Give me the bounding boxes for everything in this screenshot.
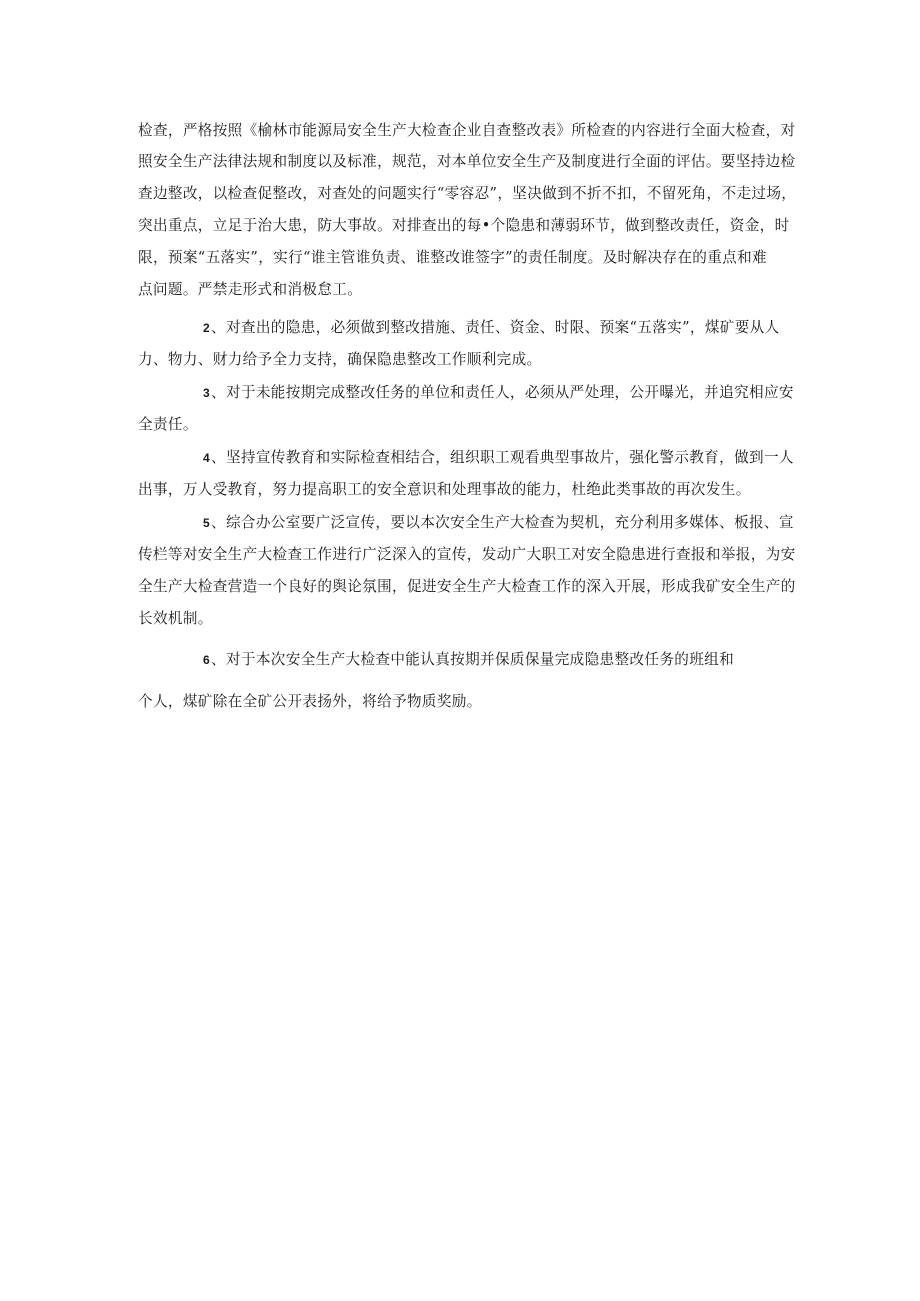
intro-line: 突出重点，立足于治大患，防大事故。对排查出的每•个隐患和薄弱环节，做到整改责任，资金，时 [138, 217, 790, 234]
intro-line: 照安全生产法律法规和制度以及标准，规范，对本单位安全生产及制度进行全面的评估。要坚持边检 [138, 153, 796, 170]
item-number: 3 [203, 386, 211, 400]
item-4-line: 出事，万人受教育，努力提高职工的安全意识和处理事故的能力，杜绝此类事故的再次发生。 [138, 481, 751, 498]
item-4-first-line [203, 443, 794, 473]
item-3-first-line [203, 378, 794, 408]
item-number: 2 [203, 321, 211, 335]
item-3-line: 全责任。 [138, 416, 198, 433]
intro-line: 限，预案“五落实”，实行“谁主管谁负责、谁整改谁签字”的责任制度。及时解决存在的重点和难 [138, 249, 767, 266]
item-text: 、对于未能按期完成整改任务的单位和责任人，必须从严处理，公开曝光，并追究相应安 [211, 384, 794, 401]
item-text: 、综合办公室要广泛宣传，要以本次安全生产大检查为契机，充分利用多媒体、板报、宣 [211, 514, 794, 531]
item-number: 6 [203, 653, 211, 667]
item-text: 、坚持宣传教育和实际检查相结合，组织职工观看典型事故片，强化警示教育，做到一人 [211, 449, 794, 466]
intro-line: 点问题。严禁走形式和消极怠工。 [138, 281, 363, 298]
item-5-first-line [203, 508, 794, 538]
intro-line: 查边整改，以检查促整改，对查处的问题实行“零容忍”，坚决做到不折不扣，不留死角，不走过场， [138, 185, 797, 202]
item-2-first-line [203, 313, 780, 343]
item-number: 5 [203, 516, 211, 530]
item-5-line: 传栏等对安全生产大检查工作进行广泛深入的宣传，发动广大职工对安全隐患进行查报和举报，为安 [138, 546, 796, 563]
item-number: 4 [203, 451, 211, 465]
item-text: 、对查出的隐患，必须做到整改措施、责任、资金、时限、预案“五落实”，煤矿要从人 [211, 319, 780, 336]
item-2-line: 力、物力、财力给予全力支持，确保隐患整改工作顺利完成。 [138, 351, 542, 368]
item-6-line: 个人，煤矿除在全矿公开表扬外，将给予物质奖励。 [138, 693, 482, 710]
item-6-first-line [203, 645, 734, 675]
item-5-line: 全生产大检查营造一个良好的舆论氛围，促进安全生产大检查工作的深入开展，形成我矿安全生产的 [138, 578, 796, 595]
intro-line: 检查，严格按照《榆林市能源局安全生产大检查企业自查整改表》所检查的内容进行全面大检查，对 [138, 122, 796, 139]
item-5-line: 长效机制。 [138, 610, 213, 627]
item-text: 、对于本次安全生产大检查中能认真按期并保质保量完成隐患整改任务的班组和 [211, 651, 735, 668]
